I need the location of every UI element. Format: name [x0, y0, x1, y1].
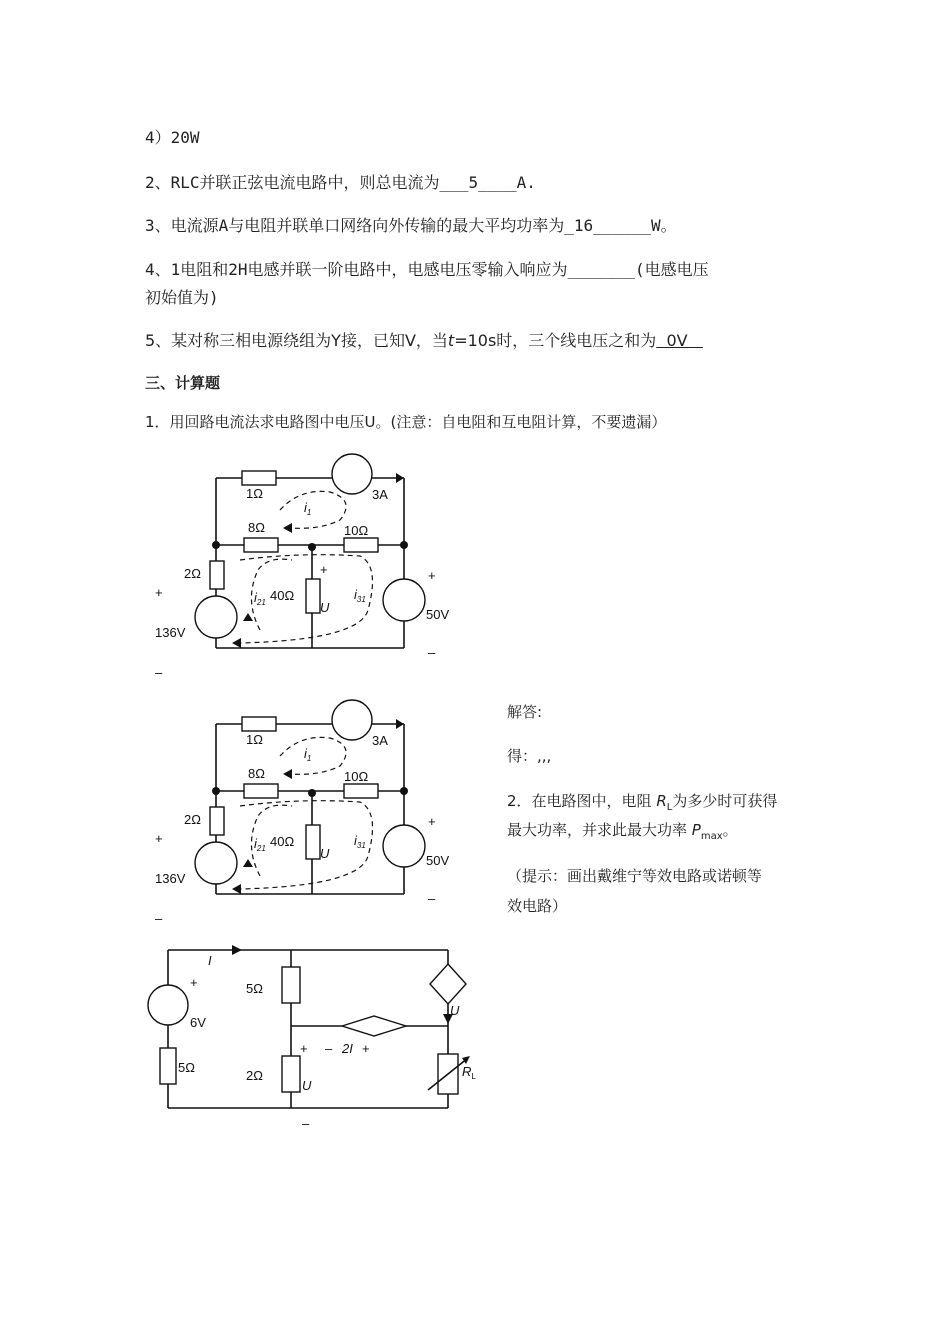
label-minus-u: – [302, 1116, 310, 1131]
label-i31: $i_{31}$ [354, 587, 366, 604]
svg-text:–: – [155, 911, 163, 926]
label-i1: $i_1$ [304, 500, 312, 517]
dependent-current-source [430, 964, 466, 1004]
label-2i: 2I [342, 1041, 353, 1056]
svg-text:1Ω: 1Ω [246, 732, 263, 747]
label-plus-136v: + [155, 585, 163, 600]
svg-text:+: + [428, 814, 436, 829]
q2-tail: ____A. [478, 173, 536, 192]
hint-line1: （提示：画出戴维宁等效电路或诺顿等 [507, 867, 763, 885]
svg-text:U: U [320, 846, 330, 861]
resistor-5ohm-left [160, 1048, 176, 1084]
option-4: 4）20W [145, 128, 200, 147]
label-plus-u: + [300, 1041, 308, 1056]
q5-mid: =10s时，三个线电压之和为 [454, 331, 657, 350]
pmax-symbol: P [691, 821, 701, 839]
label-i21: $i_{21}$ [254, 590, 266, 607]
label-10ohm: 10Ω [344, 523, 369, 538]
label-dep-u: U [450, 1003, 460, 1018]
label-50v: 50V [426, 607, 450, 622]
q2-answer: 5 [468, 173, 479, 192]
q2a-tail: 为多少时可获得 [672, 792, 778, 810]
label-2ohm: 2Ω [184, 566, 201, 581]
rl-subscript: L [666, 802, 673, 813]
pmax-subscript: max [700, 831, 723, 842]
q2-text: 2、RLC并联正弦电流电路中，则总电流为___ [145, 173, 469, 192]
voltage-source-6v [148, 985, 188, 1025]
svg-text:–: – [428, 891, 436, 906]
q5-answer: 0V [656, 331, 703, 350]
label-minus-2i: – [325, 1041, 333, 1056]
svg-text:3A: 3A [372, 733, 388, 748]
label-5ohm-top: 5Ω [246, 981, 263, 996]
answer-result: 得：,,, [507, 747, 552, 765]
label-plus-u: + [320, 562, 328, 577]
rl-symbol: R [656, 792, 667, 810]
resistor-2ohm [282, 1056, 300, 1092]
svg-text:2Ω: 2Ω [184, 812, 201, 827]
question-4-line2: 初始值为) [145, 288, 219, 307]
svg-text:i31: $i_{31}$ [354, 833, 366, 850]
label-1ohm: 1Ω [246, 486, 263, 501]
section-title: 三、计算题 [145, 374, 221, 392]
svg-text:136V: 136V [155, 871, 186, 886]
svg-text:8Ω: 8Ω [248, 766, 265, 781]
svg-text:i1: $i_1$ [304, 746, 312, 763]
label-8ohm: 8Ω [248, 520, 265, 535]
q2b-text: 最大功率，并求此最大功率 [507, 821, 692, 839]
question-4-line1: 4、1电阻和2H电感并联一阶电路中，电感电压零输入响应为_______(电感电压 [145, 260, 709, 279]
label-rl: $R_L$ [462, 1064, 476, 1081]
q3-text: 3、电流源A与电阻并联单口网络向外传输的最大平均功率为_ [145, 216, 574, 235]
label-3a: 3A [372, 487, 388, 502]
label-6v: 6V [190, 1015, 206, 1030]
q5-text: 5、某对称三相电源绕组为Y接，已知V，当 [145, 331, 448, 350]
svg-text:40Ω: 40Ω [270, 834, 295, 849]
hint-line2: 效电路） [507, 897, 568, 915]
dependent-voltage-source [342, 1016, 406, 1036]
resistor-5ohm-top [282, 967, 300, 1003]
label-40ohm: 40Ω [270, 588, 295, 603]
q2a-text: 2．在电路图中，电阻 [507, 792, 657, 810]
label-136v: 136V [155, 625, 186, 640]
label-minus-136v: – [155, 665, 163, 680]
calc-question-1: 1．用回路电流法求电路图中电压U。(注意：自电阻和互电阻计算，不要遗漏） [145, 413, 667, 431]
svg-text:+: + [155, 831, 163, 846]
label-u: U [302, 1078, 312, 1093]
svg-text:50V: 50V [426, 853, 450, 868]
label-plus-50v: + [428, 568, 436, 583]
circuit-2-drawing [148, 945, 476, 1131]
svg-text:10Ω: 10Ω [344, 769, 369, 784]
q2b-tail: 。 [722, 821, 738, 839]
q3-answer: 16 [573, 216, 594, 235]
label-minus-50v: – [428, 645, 436, 660]
q5-t: t [447, 331, 455, 350]
label-plus-6v: + [190, 975, 198, 990]
svg-text:i21: $i_{21}$ [254, 836, 266, 853]
label-5ohm-left: 5Ω [178, 1060, 195, 1075]
answer-label: 解答: [507, 703, 543, 721]
label-u: U [320, 600, 330, 615]
q3-tail: ______W。 [593, 216, 677, 235]
label-current-i: I [208, 953, 212, 968]
label-plus-2i: + [362, 1041, 370, 1056]
label-2ohm: 2Ω [246, 1068, 263, 1083]
